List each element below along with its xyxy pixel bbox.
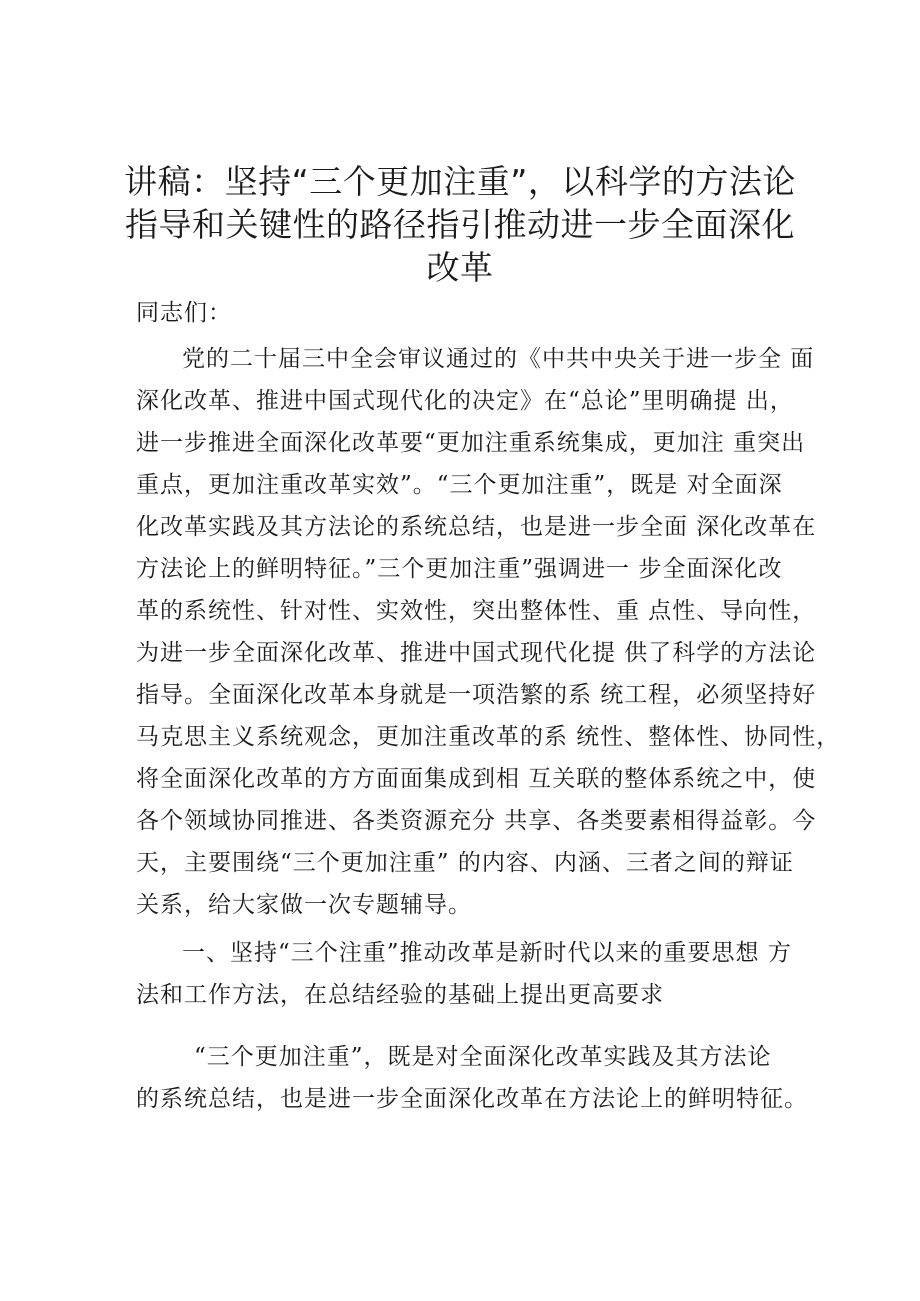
paragraph-line: 深化改革、推进中国式现代化的决定》在“总论”里明确提 出， [136, 388, 794, 414]
paragraph-line: 为进一步全面深化改革、推进中国式现代化提 供了科学的方法论 [136, 640, 817, 666]
paragraph-line: 的系统总结，也是进一步全面深化改革在方法论上的鲜明特征。 [136, 1086, 808, 1112]
title-line: 改革 [426, 248, 494, 287]
paragraph-line: 党的二十届三中全会审议通过的《中共中央关于进一步全 面 [182, 346, 815, 372]
paragraph-line: 进一步推进全面深化改革要“更加注重系统集成，更加注 重突出 [136, 430, 806, 456]
paragraph-line: 天，主要围绕“三个更加注重” 的内容、内涵、三者之间的辩证 [136, 850, 794, 876]
paragraph-line: 各个领域协同推进、各类资源充分 共享、各类要素相得益彰。今 [136, 808, 817, 834]
paragraph-summary [136, 1036, 808, 1120]
paragraph-line: 方法论上的鲜明特征。”三个更加注重”强调进一 步全面深化改 [136, 556, 783, 582]
paragraph-line: 指导。全面深化改革本身就是一项浩繁的系 统工程，必须坚持好 [136, 682, 817, 708]
section-heading-one [136, 932, 796, 1016]
paragraph-line: 化改革实践及其方法论的系统总结，也是进一步全面 深化改革在 [136, 514, 817, 540]
paragraph-line: 关系，给大家做一次专题辅导。 [136, 892, 472, 918]
paragraph-line: 将全面深化改革的方方面面集成到相 互关联的整体系统之中，使 [136, 766, 817, 792]
title-line: 指导和关键性的路径指引推动进一步全面深化 [125, 205, 795, 244]
paragraph-line: 马克思主义系统观念，更加注重改革的系 统性、整体性、协同性， [136, 724, 841, 750]
heading-line: 一、坚持“三个注重”推动改革是新时代以来的重要思想 方 [182, 940, 792, 966]
paragraph-intro [136, 338, 841, 926]
paragraph-line: 重点，更加注重改革实效”。“三个更加注重”，既是 对全面深 [136, 472, 783, 498]
paragraph-line: “三个更加注重”，既是对全面深化改革实践及其方法论 [194, 1044, 772, 1070]
title-line: 讲稿：坚持“三个更加注重”，以科学的方法论 [124, 162, 796, 201]
heading-line: 法和工作方法，在总结经验的基础上提出更高要求 [136, 982, 664, 1008]
salutation: 同志们： [136, 300, 232, 326]
document-title [100, 160, 820, 289]
paragraph-line: 革的系统性、针对性、实效性，突出整体性、重 点性、导向性， [136, 598, 817, 624]
